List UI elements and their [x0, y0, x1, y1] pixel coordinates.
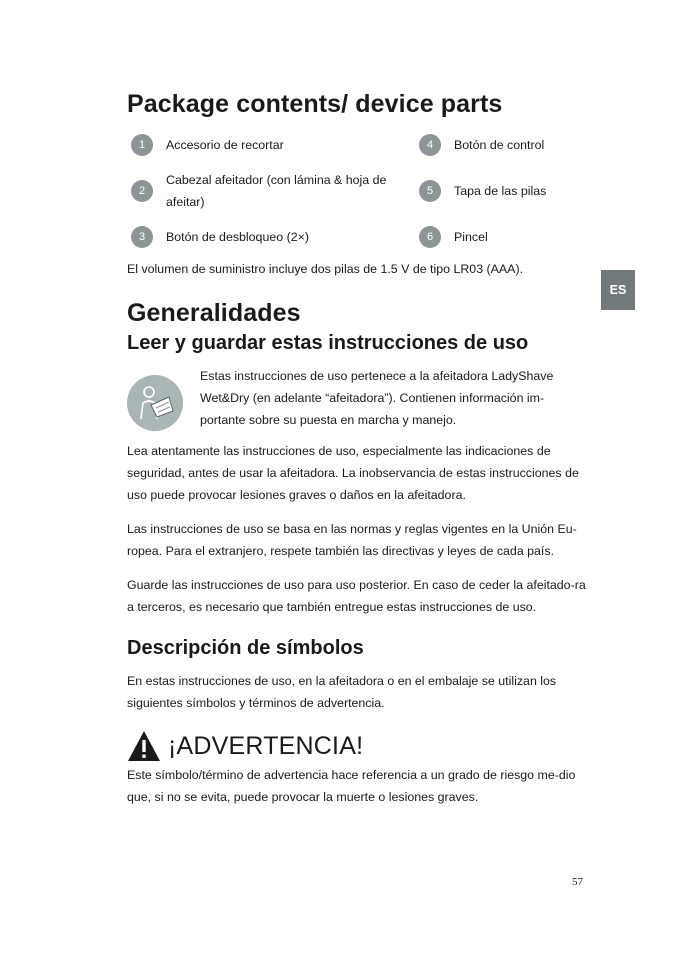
part-number-badge: 2	[131, 180, 153, 202]
parts-row	[127, 130, 589, 160]
warning-triangle-icon	[127, 730, 161, 762]
part-item	[415, 134, 589, 156]
read-manual-icon	[127, 375, 183, 431]
parts-row	[127, 222, 589, 252]
part-label: Pincel	[454, 230, 488, 244]
part-item	[415, 226, 589, 248]
warning-text: Este símbolo/término de advertencia hace referencia a un grado de riesgo me-dio que, si no se evita, puede provocar la muerte o lesiones graves.	[127, 768, 576, 804]
part-label: Botón de desbloqueo (2×)	[166, 230, 309, 244]
package-contents-heading: Package contents/ device parts	[127, 90, 503, 118]
page-content	[127, 88, 589, 808]
body-paragraph: Lea atentamente las instrucciones de uso, especialmente las indicaciones de seguridad, antes de usar la afeitadora. La inobservancia de estas instrucciones de uso puede provocar lesiones graves o daños en la afeitadora.	[127, 444, 579, 502]
symbols-intro: En estas instrucciones de uso, en la afeitadora o en el embalaje se utilizan los siguientes símbolos y términos de advertencia.	[127, 674, 557, 710]
part-item	[127, 169, 415, 213]
part-item	[415, 180, 589, 202]
body-paragraph: Las instrucciones de uso se basa en las normas y reglas vigentes en la Unión Eu-ropea. Para el extranjero, respete también las directivas y leyes de cada país.	[127, 522, 577, 558]
part-label: Cabezal afeitador (con lámina & hoja de afeitar)	[166, 173, 387, 209]
general-heading: Generalidades	[127, 299, 301, 327]
part-number-badge: 3	[131, 226, 153, 248]
read-keep-subheading: Leer y guardar estas instrucciones de uso	[127, 332, 529, 354]
warning-label: ¡ADVERTENCIA!	[168, 732, 364, 760]
part-label: Botón de control	[454, 138, 545, 152]
language-tab: ES	[601, 270, 635, 310]
part-number-badge: 1	[131, 134, 153, 156]
part-label: Tapa de las pilas	[454, 184, 547, 198]
intro-text: Estas instrucciones de uso pertenece a la afeitadora LadyShave Wet&Dry (en adelante “afeitadora”). Contienen información im-portante sobre su puesta en marcha y manejo.	[200, 369, 554, 427]
parts-row	[127, 160, 589, 222]
part-number-badge: 6	[419, 226, 441, 248]
part-number-badge: 4	[419, 134, 441, 156]
warning-heading	[127, 728, 589, 764]
body-paragraph: Guarde las instrucciones de uso para uso posterior. En caso de ceder la afeitado-ra a terceros, es necesario que también entregue estas instrucciones de uso.	[127, 578, 586, 614]
supply-note: El volumen de suministro incluye dos pilas de 1.5 V de tipo LR03 (AAA).	[127, 262, 524, 276]
part-item	[127, 134, 415, 156]
symbols-heading: Descripción de símbolos	[127, 637, 364, 659]
part-item	[127, 226, 415, 248]
part-number-badge: 5	[419, 180, 441, 202]
intro-block	[127, 365, 589, 431]
part-label: Accesorio de recortar	[166, 138, 284, 152]
device-parts-list	[127, 130, 589, 252]
page-number: 57	[572, 876, 583, 888]
